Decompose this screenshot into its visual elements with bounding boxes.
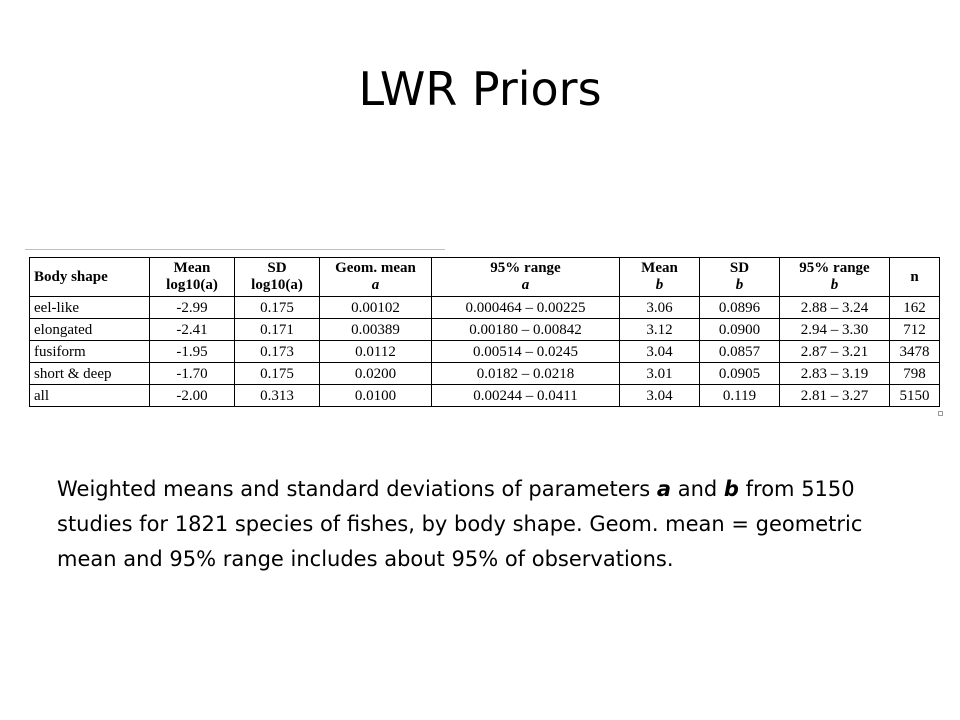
table-cell: 0.0857 [700, 341, 780, 363]
column-header [30, 258, 150, 297]
table-cell: 5150 [890, 385, 940, 407]
table-cell: 0.175 [235, 297, 320, 319]
table-cell: 0.0112 [320, 341, 432, 363]
table-cell: 798 [890, 363, 940, 385]
table-cell: 0.0182 – 0.0218 [432, 363, 620, 385]
table-cell: 0.0200 [320, 363, 432, 385]
table-cell: 0.173 [235, 341, 320, 363]
table-cell: -2.00 [150, 385, 235, 407]
table-cell: 0.000464 – 0.00225 [432, 297, 620, 319]
table-cell: 162 [890, 297, 940, 319]
table-cell: 2.88 – 3.24 [780, 297, 890, 319]
table-row [30, 341, 940, 363]
table-cell: fusiform [30, 341, 150, 363]
table-cell: short & deep [30, 363, 150, 385]
table-cell: 2.83 – 3.19 [780, 363, 890, 385]
column-header-line2: a [521, 277, 530, 293]
table-cell: all [30, 385, 150, 407]
table-cell: 0.00389 [320, 319, 432, 341]
table-cell: 2.94 – 3.30 [780, 319, 890, 341]
table-caption [57, 472, 917, 577]
table-cell: 3.04 [620, 385, 700, 407]
frame-top-line [25, 249, 445, 250]
column-header-line2: b [655, 277, 664, 293]
table-cell: 3.12 [620, 319, 700, 341]
column-header-line2: a [371, 277, 380, 293]
caption-part2: and [671, 477, 724, 501]
column-header [890, 258, 940, 297]
table-row [30, 297, 940, 319]
caption-param-a: a [656, 477, 672, 501]
column-header-line2: log10(a) [251, 277, 303, 293]
table-cell: elongated [30, 319, 150, 341]
column-header-line2: b [735, 277, 744, 293]
table-cell: 0.313 [235, 385, 320, 407]
column-header-line1: Body shape [34, 268, 108, 285]
table-cell: 0.175 [235, 363, 320, 385]
table-cell: 2.81 – 3.27 [780, 385, 890, 407]
table-cell: 3.01 [620, 363, 700, 385]
table-cell: 2.87 – 3.21 [780, 341, 890, 363]
table-cell: -1.95 [150, 341, 235, 363]
table-cell: 3.06 [620, 297, 700, 319]
table-cell: 0.119 [700, 385, 780, 407]
table-row [30, 319, 940, 341]
table-cell: 0.0905 [700, 363, 780, 385]
caption-param-b: b [723, 477, 739, 501]
table-cell: -2.99 [150, 297, 235, 319]
column-header [432, 258, 620, 297]
column-header-line1: n [910, 268, 919, 285]
table-cell: 3478 [890, 341, 940, 363]
caption-part1: Weighted means and standard deviations of parameters [57, 477, 657, 501]
table-row [30, 385, 940, 407]
table-body [30, 297, 940, 407]
table-cell: -1.70 [150, 363, 235, 385]
table-header-row [30, 258, 940, 297]
column-header-line1: Mean [173, 260, 211, 276]
table-cell: 0.0100 [320, 385, 432, 407]
table-image-frame [25, 249, 941, 414]
column-header-line1: 95% range [799, 260, 870, 276]
column-header [320, 258, 432, 297]
caption-part3: from 5150 studies for 1821 species of fishes, by body shape. Geom. mean = geometric mean and 95% range includes about 95% of observations. [57, 477, 863, 571]
column-header-line1: SD [267, 260, 287, 276]
lwr-priors-table [29, 257, 940, 407]
column-header [780, 258, 890, 297]
table-cell: 0.00514 – 0.0245 [432, 341, 620, 363]
column-header-line1: Mean [641, 260, 678, 276]
table-cell: 0.0896 [700, 297, 780, 319]
frame-handle-dot [938, 411, 943, 416]
table-cell: 0.00102 [320, 297, 432, 319]
column-header [150, 258, 235, 297]
table-cell: 0.00244 – 0.0411 [432, 385, 620, 407]
table-cell: 0.0900 [700, 319, 780, 341]
table-cell: 0.171 [235, 319, 320, 341]
column-header-line1: 95% range [490, 260, 561, 276]
column-header [620, 258, 700, 297]
column-header-line2: b [830, 277, 839, 293]
column-header [700, 258, 780, 297]
slide-title: LWR Priors [358, 62, 602, 116]
table-cell: eel-like [30, 297, 150, 319]
column-header-line1: Geom. mean [335, 260, 416, 276]
table-cell: 3.04 [620, 341, 700, 363]
column-header [235, 258, 320, 297]
column-header-line2: log10(a) [166, 277, 218, 293]
table-cell: -2.41 [150, 319, 235, 341]
column-header-line1: SD [729, 260, 750, 276]
table-cell: 0.00180 – 0.00842 [432, 319, 620, 341]
table-row [30, 363, 940, 385]
table-cell: 712 [890, 319, 940, 341]
